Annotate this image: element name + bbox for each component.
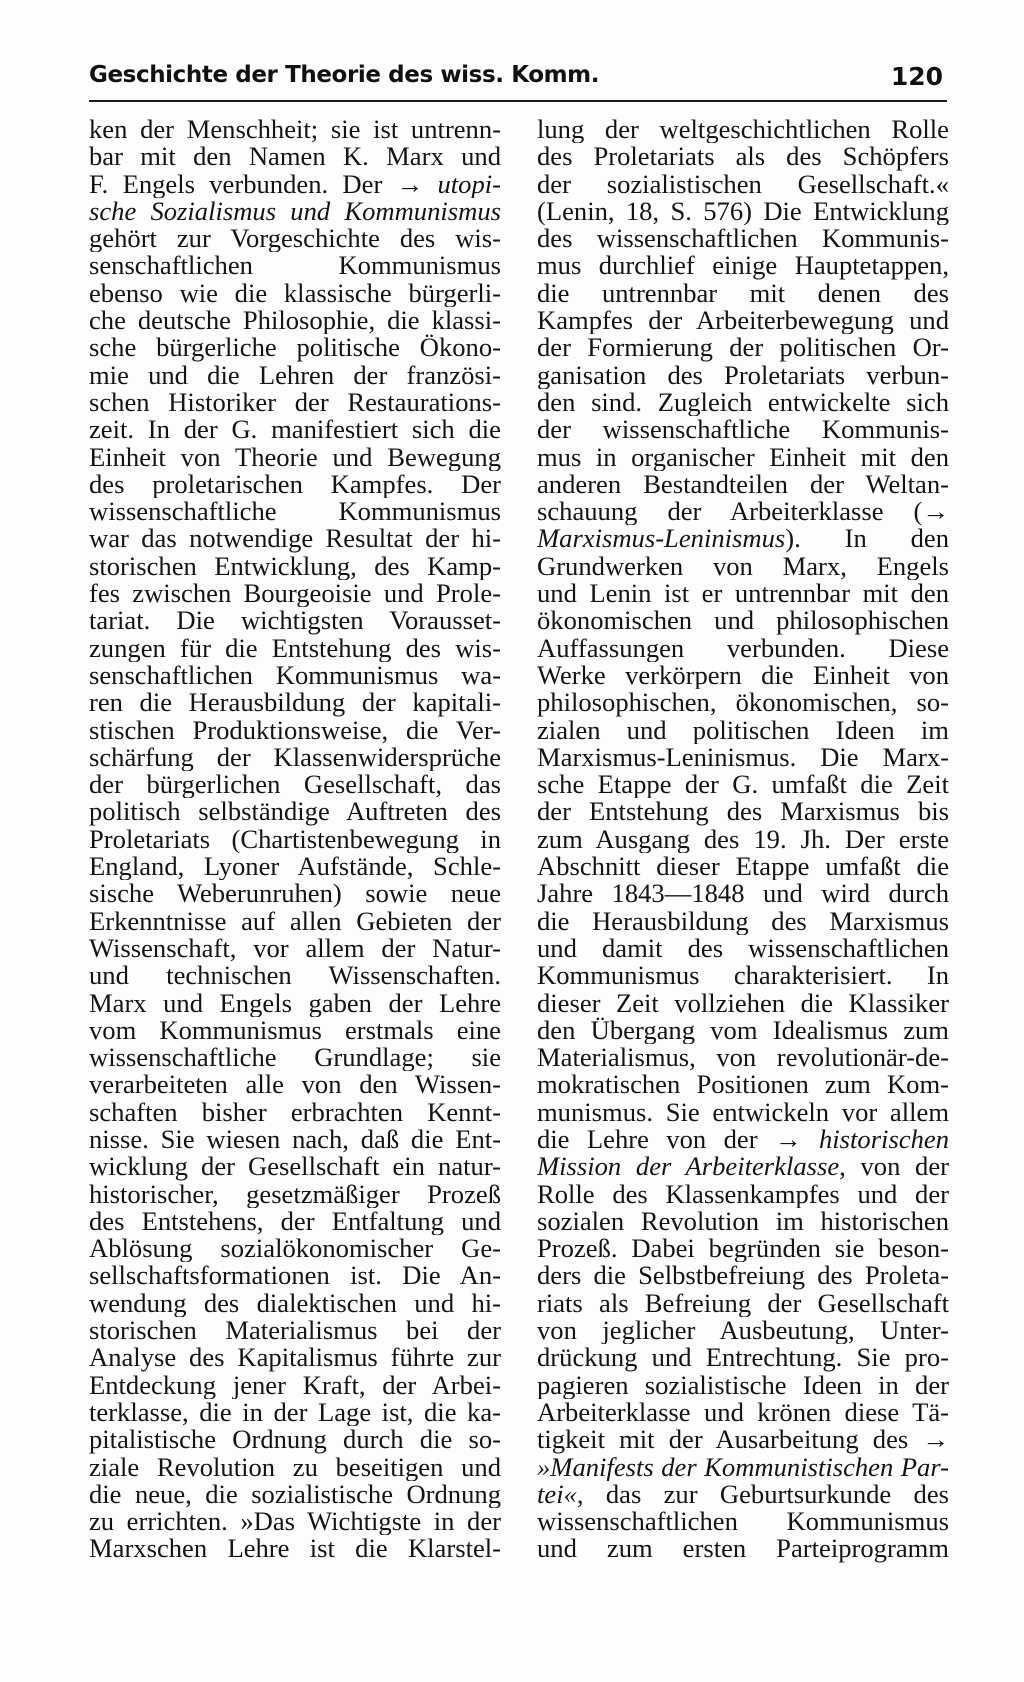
text-segment: Marx und Engels gaben der Lehre (89, 989, 501, 1017)
text-segment: ren die Herausbildung der kapitali- (89, 689, 501, 717)
text-line (537, 553, 949, 580)
text-segment: Rolle des Klassenkampfes und der (537, 1180, 949, 1208)
text-line (537, 798, 949, 825)
text-segment: wicklung der Gesellschaft ein natur- (89, 1153, 501, 1181)
text-segment: und Lenin ist er untrennbar mit den (537, 580, 949, 608)
text-segment: ). In den (785, 525, 949, 553)
text-segment: Kommunismus charakterisiert. In (537, 962, 949, 990)
text-segment: storischen Entwicklung, des Kamp- (89, 552, 501, 581)
text-segment: die neue, die sozialistische Ordnung (89, 1480, 501, 1509)
text-segment: mus durchlief einige Hauptetappen, (537, 252, 949, 280)
text-segment: wendung des dialektischen und hi- (89, 1289, 501, 1318)
text-segment: des wissenschaftlichen Kommunis- (537, 225, 949, 253)
text-segment: nisse. Sie wiesen nach, daß die Ent- (89, 1125, 501, 1154)
text-segment: Jahre 1843—1848 und wird durch (537, 880, 949, 908)
text-segment: zeit. In der G. manifestiert sich die (89, 416, 501, 444)
text-segment: der Entstehung des Marxismus bis (537, 798, 949, 826)
text-line (89, 252, 501, 279)
text-line (537, 280, 949, 307)
text-line (89, 116, 501, 143)
text-line (537, 826, 949, 853)
text-segment: des Proletariats als des Schöpfers (537, 143, 949, 171)
text-line (89, 198, 501, 225)
text-line (537, 1372, 949, 1399)
text-segment: zungen für die Entstehung des wis- (89, 634, 501, 662)
text-segment: che deutsche Philosophie, die klassi- (89, 307, 501, 335)
text-segment: gehört zur Vorgeschichte des wis- (89, 225, 501, 253)
text-line (89, 798, 501, 825)
text-segment: der Formierung der politischen Or- (537, 334, 949, 362)
text-line (537, 853, 949, 880)
text-line (537, 880, 949, 907)
text-segment: bar mit den Namen K. Marx und (89, 143, 501, 171)
text-segment: senschaftlichen Kommunismus wa- (89, 661, 501, 690)
text-segment: wissenschaftlichen Kommunismus (537, 1508, 949, 1536)
text-segment: storischen Materialismus bei der (89, 1317, 501, 1345)
text-segment: Marxismus-Leninismus. Die Marx- (537, 743, 949, 772)
text-segment: ebenso wie die klassische bürgerli- (89, 279, 501, 308)
text-line (537, 1017, 949, 1044)
text-segment: Entdeckung jener Kraft, der Arbei- (89, 1371, 501, 1399)
text-segment: tariat. Die wichtigsten Vorausset- (89, 607, 501, 635)
text-segment: die Lehre von der → (537, 1125, 819, 1154)
text-line (537, 1126, 949, 1153)
text-line (89, 962, 501, 989)
text-line (89, 771, 501, 798)
text-line (89, 280, 501, 307)
text-line (537, 334, 949, 361)
text-line (89, 498, 501, 525)
text-segment: riats als Befreiung der Gesellschaft (537, 1289, 949, 1318)
text-segment: politisch selbständige Auftreten des (89, 798, 501, 826)
text-line (537, 525, 949, 552)
text-line (89, 607, 501, 634)
text-segment: und zum ersten Parteiprogramm (537, 1535, 949, 1563)
text-line (89, 1044, 501, 1071)
text-line (89, 1481, 501, 1508)
text-line (89, 471, 501, 498)
text-segment: zum Ausgang des 19. Jh. Der erste (537, 825, 949, 854)
text-line (89, 935, 501, 962)
text-line (89, 826, 501, 853)
text-segment: die Herausbildung des Marxismus (537, 907, 949, 935)
text-line (89, 143, 501, 170)
text-segment: den Übergang vom Idealismus zum (537, 1016, 949, 1045)
text-segment: philosophischen, ökonomischen, so- (537, 689, 949, 717)
text-segment: zu errichten. »Das Wichtigste in der (89, 1508, 501, 1536)
text-line (89, 908, 501, 935)
italic-term: sche Sozialismus und Kommunismus (89, 197, 501, 226)
text-line (89, 1508, 501, 1535)
text-line (537, 307, 949, 334)
text-line (537, 1481, 949, 1508)
text-segment: Abschnitt dieser Etappe umfaßt die (537, 853, 949, 881)
text-segment: dieser Zeit vollziehen die Klassiker (537, 989, 949, 1017)
text-line (89, 1454, 501, 1481)
text-line (537, 225, 949, 252)
text-line (537, 416, 949, 443)
text-line (537, 962, 949, 989)
text-line (537, 990, 949, 1017)
text-line (537, 1153, 949, 1180)
text-line (537, 1535, 949, 1562)
text-segment: wissenschaftliche Kommunismus (89, 498, 501, 526)
text-line (89, 416, 501, 443)
text-line (537, 498, 949, 525)
text-line (89, 1290, 501, 1317)
text-segment: mie und die Lehren der französi- (89, 361, 501, 389)
text-segment: Einheit von Theorie und Bewegung (89, 443, 501, 471)
text-line (89, 1099, 501, 1126)
italic-term: Marxismus-Leninismus (537, 525, 786, 553)
text-segment: wissenschaftliche Grundlage; sie (89, 1044, 501, 1072)
text-segment: schauung der Arbeiterklasse (→ (537, 498, 949, 526)
text-segment: der wissenschaftliche Kommunis- (537, 416, 949, 444)
text-segment: Analyse des Kapitalismus führte zur (89, 1344, 501, 1372)
text-segment: und technischen Wissenschaften. (89, 962, 501, 990)
text-segment: stischen Produktionsweise, die Ver- (89, 716, 501, 744)
text-segment: anderen Bestandteilen der Weltan- (537, 470, 949, 499)
text-line (537, 1508, 949, 1535)
text-segment: Prozeß. Dabei begründen sie beson- (537, 1235, 949, 1263)
text-segment: (Lenin, 18, S. 576) Die Entwicklung (537, 197, 949, 226)
text-line (537, 635, 949, 662)
text-segment: terklasse, die in der Lage ist, die ka- (89, 1398, 501, 1427)
text-line (89, 744, 501, 771)
text-segment: drückung und Entrechtung. Sie pro- (537, 1344, 949, 1372)
text-segment: Marxschen Lehre ist die Klarstel- (89, 1535, 501, 1563)
text-line (89, 553, 501, 580)
text-segment: Kampfes der Arbeiterbewegung und (537, 307, 949, 335)
text-line (89, 853, 501, 880)
text-segment: , das zur Geburtsurkunde des (576, 1480, 949, 1509)
page-number: 120 (890, 62, 943, 91)
text-segment: und damit des wissenschaftlichen (537, 934, 949, 963)
text-segment: sische Weberunruhen) sowie neue (89, 880, 501, 908)
text-line (537, 662, 949, 689)
text-line (89, 717, 501, 744)
text-line (89, 1235, 501, 1262)
text-line (537, 717, 949, 744)
text-line (537, 1208, 949, 1235)
text-segment: Materialismus, von revolutionär-de- (537, 1044, 949, 1072)
text-line (89, 389, 501, 416)
text-segment: vom Kommunismus erstmals eine (89, 1016, 501, 1045)
text-line (89, 1071, 501, 1098)
text-line (89, 580, 501, 607)
text-segment: ders die Selbstbefreiung des Proleta- (537, 1262, 949, 1290)
text-segment: munismus. Sie entwickeln vor allem (537, 1098, 949, 1126)
text-segment: , von der (839, 1153, 949, 1181)
text-line (89, 1535, 501, 1562)
text-line (537, 580, 949, 607)
text-line (89, 689, 501, 716)
text-line (537, 1262, 949, 1289)
text-line (537, 143, 949, 170)
text-line (89, 635, 501, 662)
text-line (89, 1399, 501, 1426)
text-segment: mokratischen Positionen zum Kom- (537, 1071, 949, 1099)
text-segment: sozialen Revolution im historischen (537, 1207, 949, 1236)
text-line (537, 444, 949, 471)
text-segment: der sozialistischen Gesellschaft.« (537, 170, 949, 198)
text-line (89, 1208, 501, 1235)
text-segment: verarbeiteten alle von den Wissen- (89, 1071, 501, 1099)
text-segment: sche bürgerliche politische Ökono- (89, 334, 501, 362)
text-segment: die untrennbar mit denen des (537, 279, 949, 308)
text-line (537, 689, 949, 716)
text-segment: pagieren sozialistische Ideen in der (537, 1371, 949, 1399)
text-line (537, 1044, 949, 1071)
page-header (89, 60, 947, 102)
text-line (89, 1181, 501, 1208)
text-segment: sellschaftsformationen ist. Die An- (89, 1262, 501, 1290)
italic-term: »Manifests der Kommunistischen Par- (537, 1453, 949, 1481)
text-line (537, 252, 949, 279)
text-segment: senschaftlichen Kommunismus (89, 252, 501, 280)
text-line (537, 471, 949, 498)
text-segment: sche Etappe der G. umfaßt die Zeit (537, 771, 949, 799)
text-segment: der bürgerlichen Gesellschaft, das (89, 771, 501, 799)
text-column-right (537, 116, 949, 1563)
text-segment: mus in organischer Einheit mit den (537, 443, 949, 471)
text-segment: ziale Revolution zu beseitigen und (89, 1453, 501, 1481)
text-segment: tigkeit mit der Ausarbeitung des → (537, 1426, 949, 1454)
text-segment: ökonomischen und philosophischen (537, 607, 949, 635)
text-line (537, 1181, 949, 1208)
text-line (537, 1071, 949, 1098)
text-segment: Werke verkörpern die Einheit von (537, 661, 949, 690)
text-segment: zialen und politischen Ideen im (537, 716, 949, 744)
text-segment: fes zwischen Bourgeoisie und Prole- (89, 580, 501, 608)
text-segment: Arbeiterklasse und krönen diese Tä- (537, 1398, 949, 1427)
text-line (89, 1153, 501, 1180)
text-segment: des proletarischen Kampfes. Der (89, 470, 501, 499)
text-segment: von jeglicher Ausbeutung, Unter- (537, 1317, 949, 1345)
text-line (537, 362, 949, 389)
text-line (537, 744, 949, 771)
text-line (89, 1372, 501, 1399)
text-segment: ken der Menschheit; sie ist untrenn- (89, 116, 501, 144)
text-segment: Ablösung sozialökonomischer Ge- (89, 1235, 501, 1263)
text-line (537, 1290, 949, 1317)
text-line (537, 389, 949, 416)
text-segment: historischer, gesetzmäßiger Prozeß (89, 1180, 501, 1208)
text-line (89, 880, 501, 907)
text-line (89, 662, 501, 689)
text-line (537, 1099, 949, 1126)
text-segment: des Entstehens, der Entfaltung und (89, 1207, 501, 1236)
text-segment: schaften bisher erbrachten Kennt- (89, 1098, 501, 1126)
text-line (537, 771, 949, 798)
text-segment: den sind. Zugleich entwickelte sich (537, 388, 949, 417)
text-line (537, 935, 949, 962)
text-line (537, 116, 949, 143)
text-line (89, 1317, 501, 1344)
text-line (89, 225, 501, 252)
text-line (89, 525, 501, 552)
text-segment: war das notwendige Resultat der hi- (89, 525, 501, 553)
text-line (537, 198, 949, 225)
text-line (89, 1126, 501, 1153)
italic-term: Mission der Arbeiterklasse (537, 1153, 840, 1181)
text-line (537, 1454, 949, 1481)
text-line (537, 1399, 949, 1426)
text-segment: Wissenschaft, vor allem der Natur- (89, 934, 501, 963)
text-line (537, 908, 949, 935)
text-line (537, 1235, 949, 1262)
italic-term: utopi- (437, 170, 501, 198)
text-line (89, 444, 501, 471)
text-segment: Proletariats (Chartistenbewegung in (89, 825, 501, 854)
italic-term: historischen (818, 1125, 949, 1154)
text-segment: lung der weltgeschichtlichen Rolle (537, 116, 949, 144)
text-segment: Erkenntnisse auf allen Gebieten der (89, 907, 501, 935)
text-line (537, 1426, 949, 1453)
text-segment: England, Lyoner Aufstände, Schle- (89, 853, 501, 881)
text-segment: F. Engels verbunden. Der → (89, 170, 438, 198)
text-line (89, 1426, 501, 1453)
text-line (537, 1317, 949, 1344)
text-line (537, 1344, 949, 1371)
text-line (89, 990, 501, 1017)
running-title: Geschichte der Theorie des wiss. Komm. (89, 62, 600, 88)
text-segment: schärfung der Klassenwidersprüche (89, 743, 501, 772)
text-line (537, 171, 949, 198)
text-segment: Auffassungen verbunden. Diese (537, 634, 949, 662)
text-line (89, 334, 501, 361)
italic-term: tei« (537, 1480, 577, 1509)
text-line (89, 171, 501, 198)
text-line (89, 362, 501, 389)
text-segment: pitalistische Ordnung durch die so- (89, 1426, 501, 1454)
text-line (89, 1017, 501, 1044)
text-segment: Grundwerken von Marx, Engels (537, 552, 949, 581)
text-segment: ganisation des Proletariats verbun- (537, 361, 949, 389)
text-line (89, 1344, 501, 1371)
text-line (89, 307, 501, 334)
text-column-left (89, 116, 501, 1563)
text-segment: schen Historiker der Restaurations- (89, 388, 501, 417)
text-line (537, 607, 949, 634)
text-line (89, 1262, 501, 1289)
